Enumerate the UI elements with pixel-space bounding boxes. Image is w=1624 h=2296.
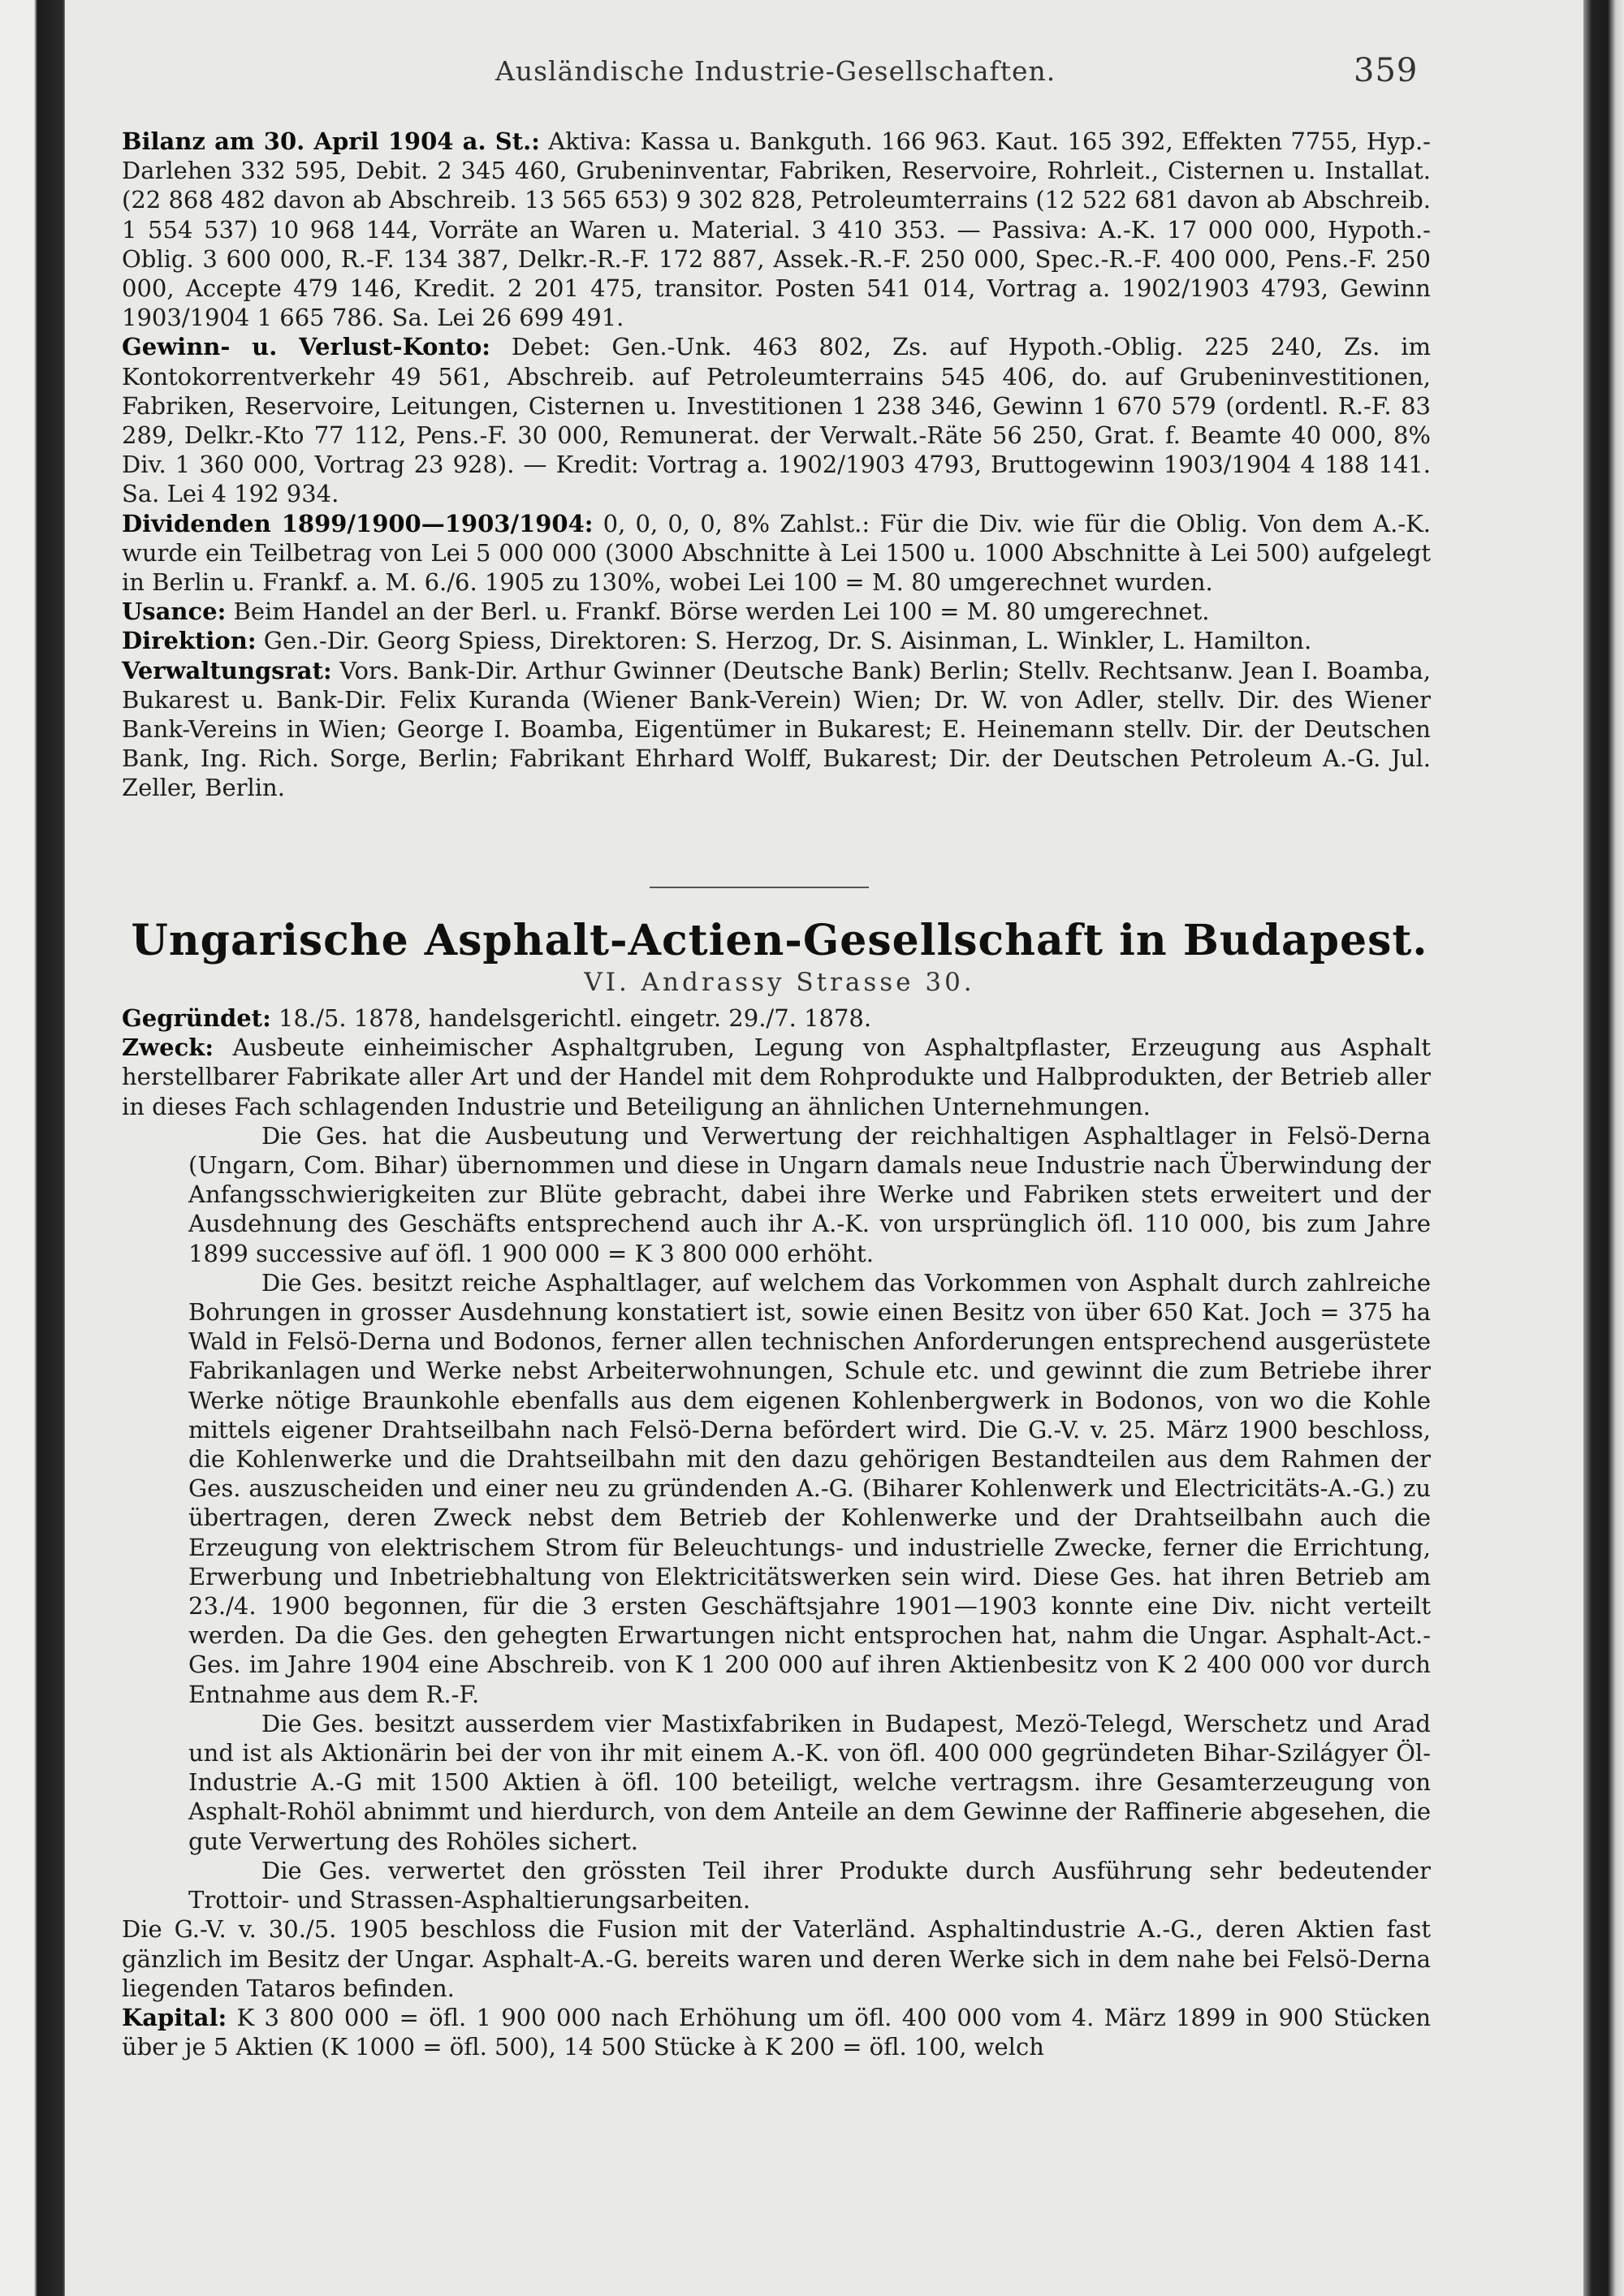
detail-paragraph-3: Die Ges. besitzt ausserdem vier Mastixfabriken in Budapest, Mezö-Telegd, Werschetz und Arad und ist als Aktionärin bei der von ihr mit einem A.-K. von öfl. 400 000 gegründeten Bihar-Szilágyer Öl-Industrie A.-G mit 1500 Aktien à öfl. 100 beteiligt, welche vertragsm. ihre Gesamterzeugung von Asphalt-Rohöl abnimmt und hierdurch, von dem Anteile an dem Gewinne der Raffinerie abgesehen, die gute Verwertung des Rohöles sichert. bbox=[188, 1709, 1431, 1855]
page-number: 359 bbox=[1354, 52, 1419, 89]
detail-paragraph-2: Die Ges. besitzt reiche Asphaltlager, auf welchem das Vorkommen von Asphalt durch zahlreiche Bohrungen in grosser Ausdehnung konstatiert ist, sowie einen Besitz von über 650 Kat. Joch = 375 ha Wald in Felsö-Derna und Bodonos, ferner allen technischen Anforderungen entsprechend ausgerüstete Fabrikanlagen und Werke nebst Arbeiterwohnungen, Schule etc. und gewinnt die zum Betriebe ihrer Werke nötige Braunkohle ebenfalls aus dem eigenen Kohlenbergwerk in Bodonos, von wo die Kohle mittels eigener Drahtseilbahn nach Felsö-Derna befördert wird. Die G.-V. v. 25. März 1900 beschloss, die Kohlenwerke und die Drahtseilbahn mit den dazu gehörigen Bestandteilen aus dem Rahmen der Ges. auszuscheiden und einer neu zu gründenden A.-G. (Biharer Kohlenwerk und Electricitäts-A.-G.) zu übertragen, deren Zweck nebst dem Betrieb der Kohlenwerke und der Drahtseilbahn auch die Erzeugung von elektrischem Strom für Beleuchtungs- und industrielle Zwecke, ferner die Errichtung, Erwerbung und Inbetriebhaltung von Elektricitätswerken sein wird. Diese Ges. hat ihren Betrieb am 23./4. 1900 begonnen, für die 3 ersten Geschäftsjahre 1901—1903 konnte eine Div. nicht verteilt werden. Da die Ges. den gehegten Erwartungen nicht entsprochen hat, nahm die Ungar. Asphalt-Act.-Ges. im Jahre 1904 eine Abschreib. von K 1 200 000 auf ihren Aktienbesitz von K 2 400 000 vor durch Entnahme aus dem R.-F. bbox=[188, 1268, 1431, 1708]
header-title: Ausländische Industrie-Gesellschaften. bbox=[495, 55, 1056, 87]
zweck-details bbox=[122, 1121, 1431, 1914]
bilanz-paragraph: Bilanz am 30. April 1904 a. St.: Aktiva: Kassa u. Bankguth. 166 963. Kaut. 165 392, Effekten 7755, Hyp.-Darlehen 332 595, Debit. 2 345 460, Grubeninventar, Fabriken, Reservoire, Rohrleit., Cisternen u. Installat. (22 868 482 davon ab Abschreib. 13 565 653) 9 302 828, Petroleumterrains (12 522 681 davon ab Abschreib. 1 554 537) 10 968 144, Vorräte an Waren u. Material. 3 410 353. — Passiva: A.-K. 17 000 000, Hypoth.-Oblig. 3 600 000, R.-F. 134 387, Delkr.-R.-F. 172 887, Assek.-R.-F. 250 000, Spec.-R.-F. 400 000, Pens.-F. 250 000, Accepte 479 146, Kredit. 2 201 475, transitor. Posten 541 014, Vortrag a. 1902/1903 4793, Gewinn 1903/1904 1 665 786. Sa. Lei 26 699 491. bbox=[122, 127, 1431, 332]
scan-left-edge bbox=[0, 0, 65, 2296]
previous-company-section bbox=[122, 127, 1431, 803]
dividenden-paragraph: Dividenden 1899/1900—1903/1904: 0, 0, 0, 0, 8% Zahlst.: Für die Div. wie für die Oblig. Von dem A.-K. wurde ein Teilbetrag von Lei 5 000 000 (3000 Abschnitte à Lei 1500 u. 1000 Abschnitte à Lei 500) aufgelegt in Berlin u. Frankf. a. M. 6./6. 1905 zu 130%, wobei Lei 100 = M. 80 umgerechnet wurden. bbox=[122, 509, 1431, 597]
verwaltungsrat-paragraph: Verwaltungsrat: Vors. Bank-Dir. Arthur Gwinner (Deutsche Bank) Berlin; Stellv. Rechtsanw. Jean I. Boamba, Bukarest u. Bank-Dir. Felix Kuranda (Wiener Bank-Verein) Wien; Dr. W. von Adler, stellv. Dir. des Wiener Bank-Vereins in Wien; George I. Boamba, Eigentümer in Bukarest; E. Heinemann stellv. Dir. der Deutschen Bank, Ing. Rich. Sorge, Berlin; Fabrikant Ehrhard Wolff, Bukarest; Dir. der Deutschen Petroleum A.-G. Jul. Zeller, Berlin. bbox=[122, 656, 1431, 802]
company-section bbox=[122, 1003, 1431, 2061]
fusion-paragraph: Die G.-V. v. 30./5. 1905 beschloss die Fusion mit der Vaterländ. Asphaltindustrie A.-G., deren Aktien fast gänzlich im Besitz der Ungar. Asphalt-A.-G. bereits waren und deren Werke sich in dem nahe bei Felsö-Derna liegenden Tataros befinden. bbox=[122, 1915, 1431, 2002]
kapital-paragraph: Kapital: K 3 800 000 = öfl. 1 900 000 nach Erhöhung um öfl. 400 000 vom 4. März 1899 in 900 Stücken über je 5 Aktien (K 1000 = öfl. 500), 14 500 Stücke à K 200 = öfl. 100, welch bbox=[122, 2003, 1431, 2061]
gewinn-verlust-paragraph: Gewinn- u. Verlust-Konto: Debet: Gen.-Unk. 463 802, Zs. auf Hypoth.-Oblig. 225 240, Zs. im Kontokorrentverkehr 49 561, Abschreib. auf Petroleumterrains 545 406, do. auf Grubeninvestitionen, Fabriken, Reservoire, Leitungen, Cisternen u. Investitionen 1 238 346, Gewinn 1 670 579 (ordentl. R.-F. 83 289, Delkr.-Kto 77 112, Pens.-F. 30 000, Remunerat. der Verwalt.-Räte 56 250, Grat. f. Beamte 40 000, 8% Div. 1 360 000, Vortrag 23 928). — Kredit: Vortrag a. 1902/1903 4793, Bruttogewinn 1903/1904 4 188 141. Sa. Lei 4 192 934. bbox=[122, 333, 1431, 508]
section-divider bbox=[650, 887, 869, 888]
gegruendet-paragraph: Gegründet: 18./5. 1878, handelsgerichtl. eingetr. 29./7. 1878. bbox=[122, 1004, 872, 1032]
scan-right-edge bbox=[1583, 0, 1624, 2296]
direktion-paragraph: Direktion: Gen.-Dir. Georg Spiess, Direktoren: S. Herzog, Dr. S. Aisinman, L. Winkler, L. Hamilton. bbox=[122, 627, 1312, 655]
usance-paragraph: Usance: Beim Handel an der Berl. u. Frankf. Börse werden Lei 100 = M. 80 umgerechnet. bbox=[122, 598, 1210, 626]
detail-paragraph-4: Die Ges. verwertet den grössten Teil ihrer Produkte durch Ausführung sehr bedeutender Trottoir- und Strassen-Asphaltierungsarbeiten. bbox=[188, 1856, 1431, 1914]
zweck-paragraph: Zweck: Ausbeute einheimischer Asphaltgruben, Legung von Asphaltpflaster, Erzeugung aus Asphalt herstellbarer Fabrikate aller Art und der Handel mit dem Rohprodukte und Halbprodukten, der Betrieb aller in dieses Fach schlagenden Industrie und Beteiligung an ähnlichen Unternehmungen. bbox=[122, 1034, 1431, 1120]
detail-paragraph-1: Die Ges. hat die Ausbeutung und Verwertung der reichhaltigen Asphaltlager in Felsö-Derna (Ungarn, Com. Bihar) übernommen und diese in Ungarn damals neue Industrie nach Überwindung der Anfangsschwierigkeiten zur Blüte gebracht, dabei ihre Werke und Fabriken stets erweitert und der Ausdehnung des Geschäfts entsprechend auch ihr A.-K. von ursprünglich öfl. 110 000, bis zum Jahre 1899 successive auf öfl. 1 900 000 = K 3 800 000 erhöht. bbox=[188, 1121, 1431, 1267]
company-title: Ungarische Asphalt-Actien-Gesellschaft in Budapest. bbox=[131, 916, 1428, 965]
company-address: VI. Andrassy Strasse 30. bbox=[584, 968, 975, 997]
document-page bbox=[65, 0, 1583, 2296]
